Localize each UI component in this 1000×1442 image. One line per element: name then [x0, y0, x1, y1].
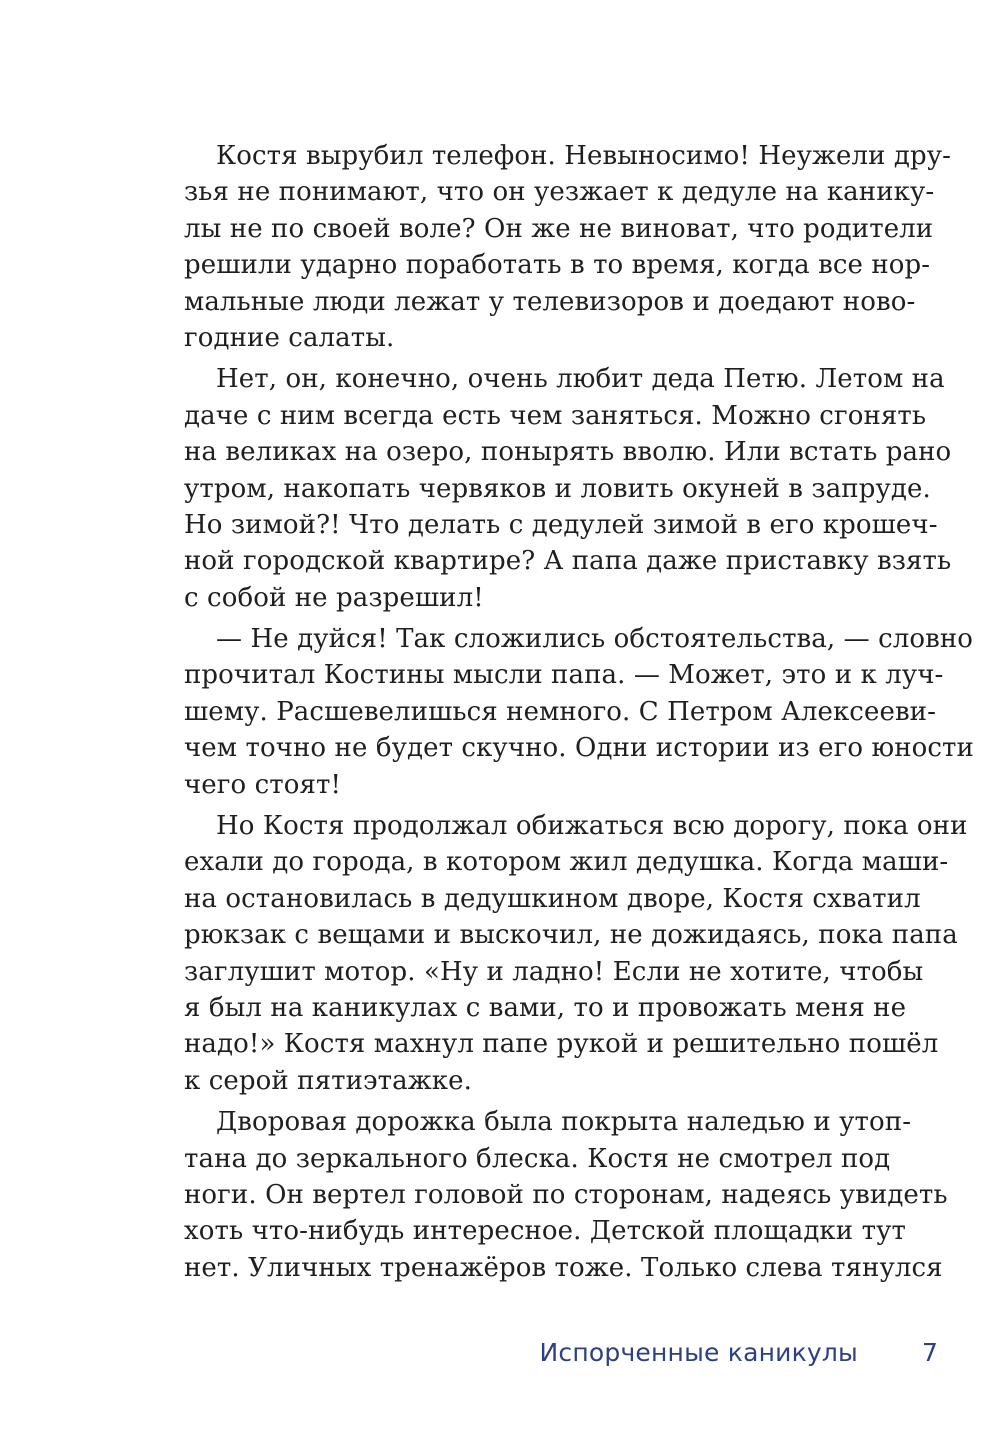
paragraph-2	[152, 361, 952, 616]
text-line: Но зимой?! Что делать с дедулей зимой в его крошеч-	[184, 509, 938, 540]
text-line: лы не по своей воле? Он же не виноват, что родители	[184, 213, 934, 244]
text-line: к серой пятиэтажке.	[184, 1065, 472, 1096]
text-line: — Не дуйся! Так сложились обстоятельства, — словно	[216, 624, 974, 655]
body-text	[152, 138, 974, 1291]
text-line: с собой не разрешил!	[184, 582, 484, 613]
text-line: Дворовая дорожка была покрыта наледью и утоп-	[216, 1107, 912, 1138]
text-line: надо!» Костя махнул папе рукой и решительно пошёл	[184, 1029, 939, 1060]
text-line: хоть что-нибудь интересное. Детской площадки тут	[184, 1216, 906, 1247]
running-title: Испорченные каникулы	[539, 1338, 858, 1367]
text-line: нет. Уличных тренажёров тоже. Только слева тянулся	[184, 1252, 943, 1283]
paragraph-1	[152, 138, 952, 356]
text-line: на остановилась в дедушкином дворе, Костя схватил	[184, 883, 921, 914]
text-line: прочитал Костины мысли папа. — Может, это и к луч-	[184, 660, 944, 691]
text-line: я был на каникулах с вами, то и провожать меня не	[184, 992, 907, 1023]
text-line: ной городской квартире? А папа даже приставку взять	[184, 546, 952, 577]
text-line: зья не понимают, что он уезжает к дедуле на канику-	[184, 177, 935, 208]
text-line: утром, накопать червяков и ловить окуней в запруде.	[184, 473, 931, 504]
text-line: Костя вырубил телефон. Невыносимо! Неужели дру-	[216, 141, 952, 171]
text-line: решили ударно поработать в то время, когда все нор-	[184, 250, 931, 281]
text-line: даче с ним всегда есть чем заняться. Можно сгонять	[184, 400, 927, 431]
text-line: рюкзак с вещами и выскочил, не дожидаясь, пока папа	[184, 920, 958, 951]
page-number: 7	[922, 1338, 938, 1367]
text-line: чем точно не будет скучно. Одни истории из его юности	[184, 733, 974, 764]
text-line: заглушит мотор. «Ну и ладно! Если не хотите, чтобы	[184, 956, 924, 987]
text-line: на великах на озеро, понырять вволю. Или встать рано	[184, 437, 952, 468]
text-line: Нет, он, конечно, очень любит деда Петю. Летом на	[216, 364, 945, 395]
text-line: шему. Расшевелишься немного. С Петром Алексееви-	[184, 696, 936, 727]
text-line: мальные люди лежат у телевизоров и доедают ново-	[184, 286, 916, 317]
text-line: Но Костя продолжал обижаться всю дорогу, пока они	[216, 811, 968, 842]
text-line: ноги. Он вертел головой по сторонам, надеясь увидеть	[184, 1179, 948, 1210]
paragraph-3	[152, 621, 974, 803]
text-line: тана до зеркального блеска. Костя не смотрел под	[184, 1143, 891, 1174]
text-line: годние салаты.	[184, 322, 395, 353]
text-line: ехали до города, в котором жил дедушка. Когда маши-	[184, 847, 949, 878]
page-footer	[0, 1338, 1000, 1378]
paragraph-4	[152, 808, 968, 1099]
text-line: чего стоят!	[184, 769, 342, 800]
paragraph-5	[152, 1104, 948, 1286]
